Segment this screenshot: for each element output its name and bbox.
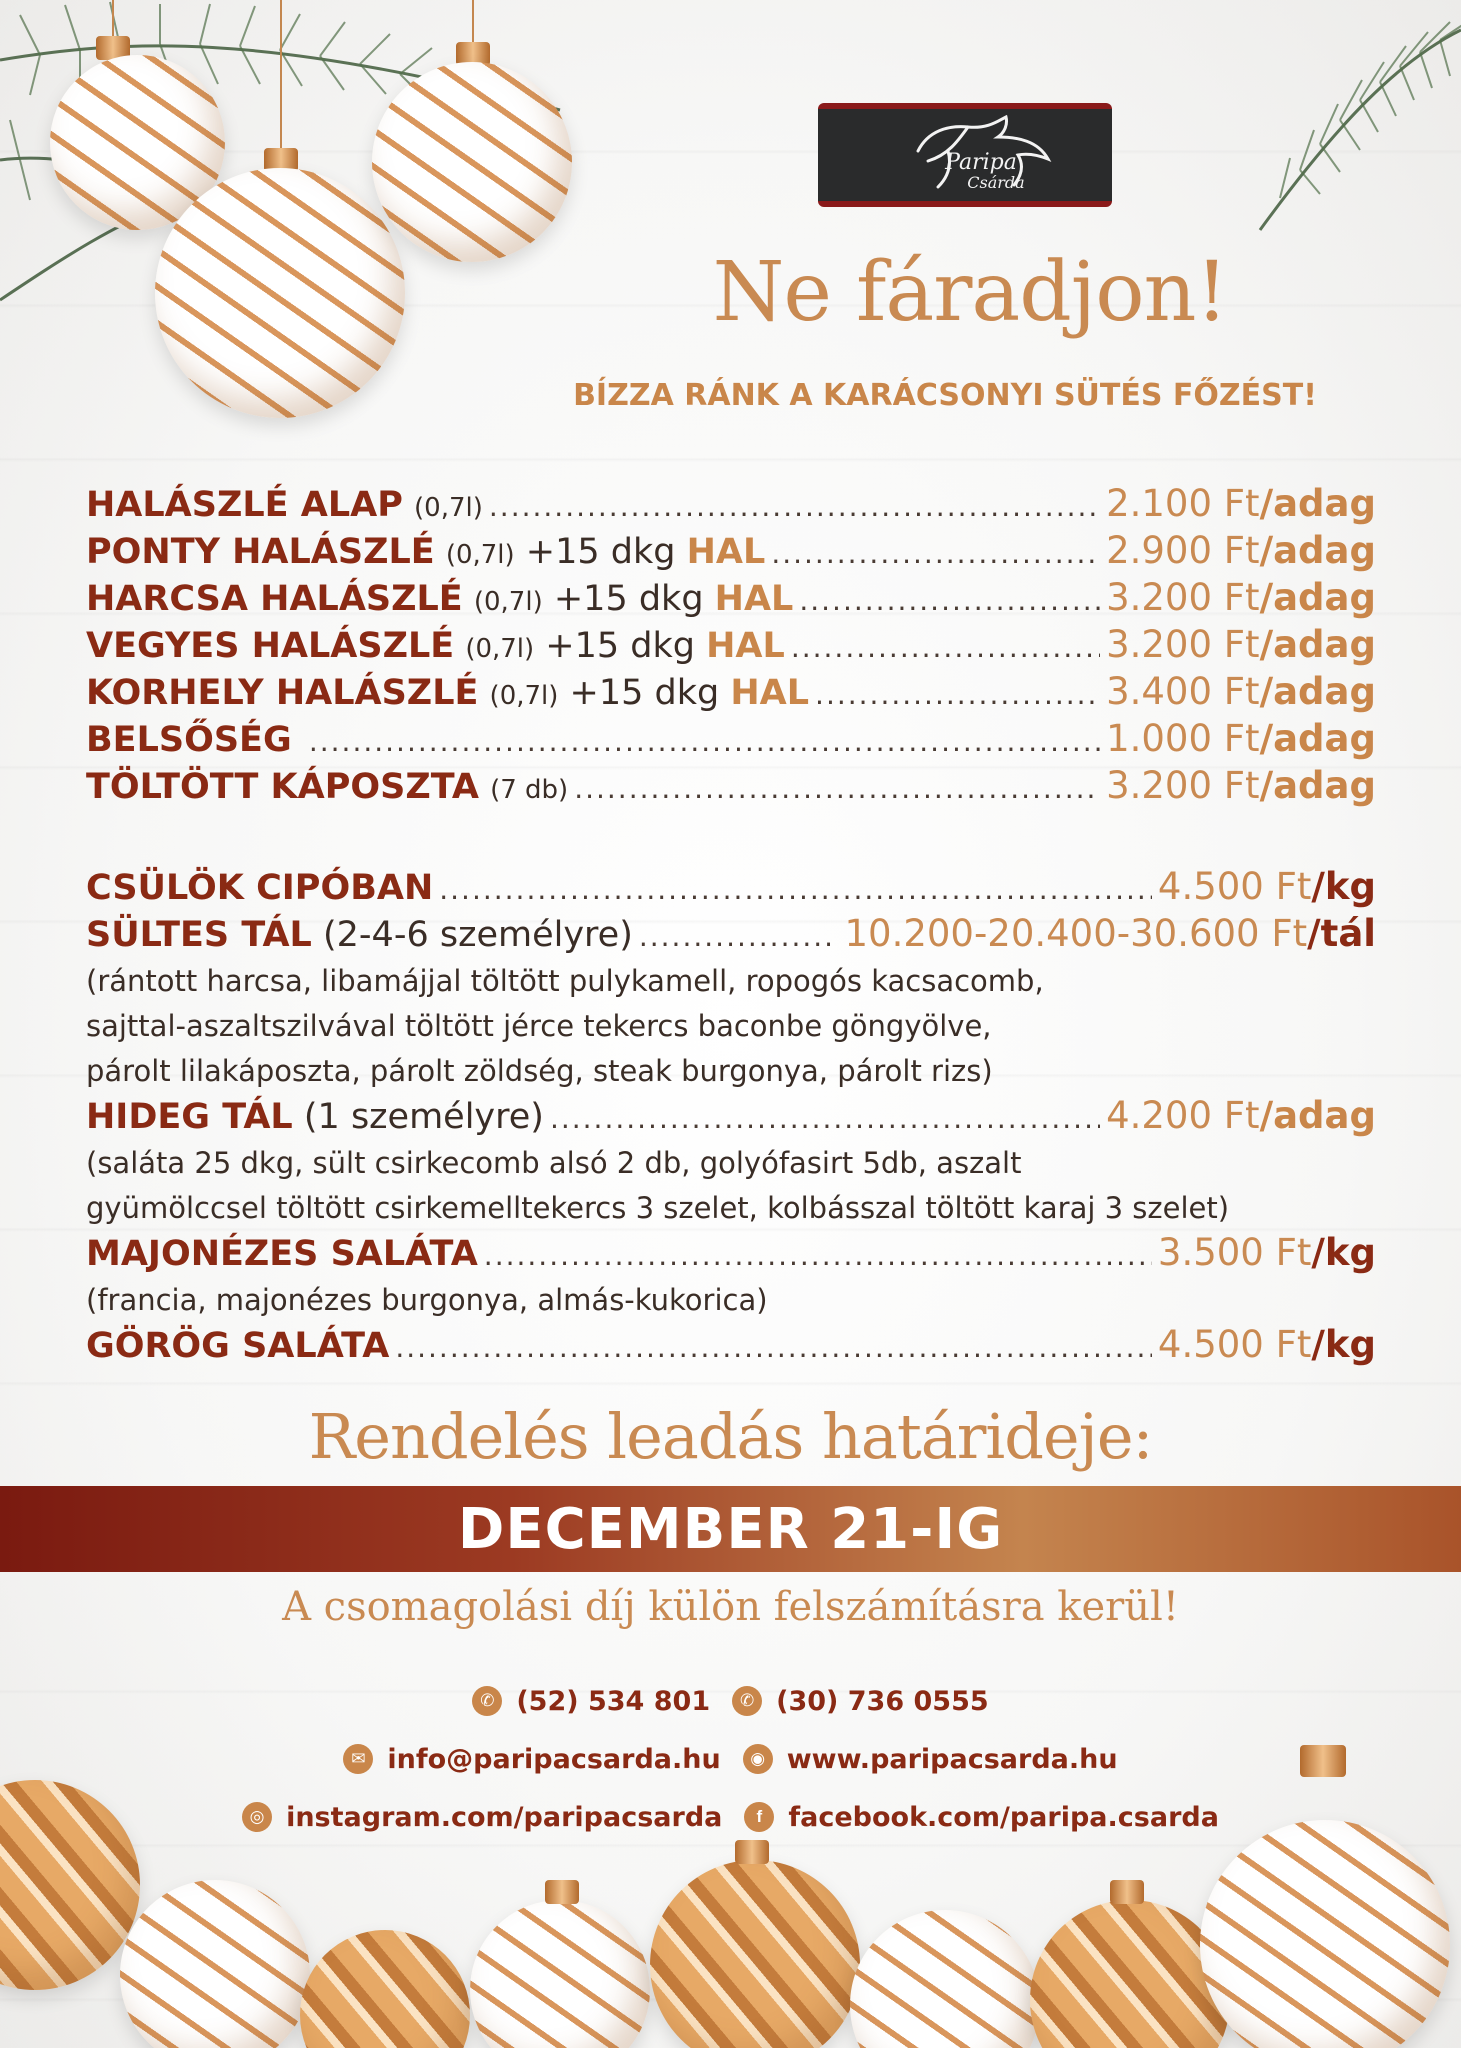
description-line: (francia, majonézes burgonya, almás-kukorica)	[86, 1283, 768, 1317]
item-unit: /adag	[1259, 670, 1376, 713]
facebook-icon: f	[744, 1802, 774, 1832]
spacer	[479, 767, 490, 807]
spacer	[292, 720, 303, 760]
deadline-title: Rendelés leadás határideje:	[308, 1400, 1153, 1473]
menu-item	[86, 764, 1376, 811]
leader-dots	[484, 1239, 1152, 1272]
email-link[interactable]	[343, 1744, 720, 1775]
spacer	[463, 579, 474, 619]
leader-dots	[439, 873, 1152, 906]
menu-item	[86, 717, 1376, 764]
item-price: 3.200 Ft	[1106, 623, 1260, 666]
ornament-bottom-2	[120, 1880, 310, 2048]
item-price: 3.500 Ft	[1157, 1231, 1312, 1274]
item-description	[86, 959, 1376, 1094]
leader-dots	[771, 537, 1100, 570]
email-text: info@paripacsarda.hu	[387, 1743, 721, 1775]
ornament-string	[280, 0, 282, 150]
ornament-string	[472, 0, 474, 46]
item-unit: /adag	[1259, 717, 1376, 760]
item-name: MAJONÉZES SALÁTA	[86, 1234, 478, 1274]
ornament-cap	[1300, 1745, 1346, 1777]
menu-item	[86, 670, 1376, 717]
ornament-bottom-8	[1200, 1820, 1450, 2048]
phone-icon: ✆	[472, 1686, 502, 1716]
menu-item-hideg	[86, 1094, 1376, 1141]
leader-dots	[639, 920, 839, 953]
phone-1-text: (52) 534 801	[516, 1685, 711, 1717]
menu-item-csulok	[86, 865, 1376, 912]
phone-2-text: (30) 736 0555	[776, 1685, 989, 1717]
phone-icon: ✆	[732, 1686, 762, 1716]
packaging-note: A csomagolási díj külön felszámításra kerül!	[282, 1584, 1179, 1630]
deadline-date: DECEMBER 21-IG	[457, 1496, 1004, 1562]
item-detail: (0,7l)	[465, 634, 535, 664]
item-unit: /adag	[1259, 623, 1376, 666]
item-name: TÖLTÖTT KÁPOSZTA	[86, 767, 479, 807]
globe-icon: ◉	[743, 1744, 773, 1774]
menu-item	[86, 576, 1376, 623]
website-text: www.paripacsarda.hu	[786, 1743, 1118, 1775]
item-description	[86, 1141, 1376, 1231]
description-line: párolt lilakáposzta, párolt zöldség, steak burgonya, párolt rizs)	[86, 1054, 993, 1088]
leader-dots	[489, 490, 1100, 523]
item-extra: +15 dkg	[534, 626, 707, 666]
item-unit: /tál	[1307, 912, 1376, 955]
menu-item-majonezes	[86, 1231, 1376, 1278]
item-detail: (0,7l)	[445, 540, 515, 570]
item-description	[86, 1278, 1376, 1323]
item-name: HARCSA HALÁSZLÉ	[86, 579, 463, 619]
spacer	[435, 532, 446, 572]
item-fish-label: HAL	[730, 673, 810, 713]
leader-dots	[395, 1331, 1152, 1364]
item-name: BELSŐSÉG	[86, 720, 292, 760]
facebook-text: facebook.com/paripa.csarda	[788, 1801, 1219, 1833]
description-line: sajttal-aszaltszilvával töltött jérce tekercs baconbe göngyölve,	[86, 1009, 992, 1043]
leader-dots	[309, 725, 1100, 758]
item-name: HIDEG TÁL	[86, 1097, 293, 1137]
item-detail: (0,7l)	[473, 587, 543, 617]
ornament-top-center	[155, 168, 405, 418]
spacer	[403, 485, 414, 525]
description-line: (saláta 25 dkg, sült csirkecomb alsó 2 db, golyófasirt 5db, aszalt	[86, 1146, 1022, 1180]
item-detail: (0,7l)	[489, 681, 559, 711]
contact-info	[0, 1672, 1461, 1846]
subheadline: BÍZZA RÁNK A KARÁCSONYI SÜTÉS FŐZÉST!	[573, 378, 1317, 413]
leader-dots	[799, 584, 1100, 617]
deadline-banner	[0, 1486, 1461, 1572]
ornament-cap	[1110, 1880, 1144, 1904]
item-price: 2.100 Ft	[1106, 482, 1260, 525]
restaurant-logo	[818, 103, 1112, 207]
item-price: 3.200 Ft	[1106, 764, 1260, 807]
phone-1[interactable]	[472, 1686, 710, 1717]
phone-2[interactable]	[732, 1686, 989, 1717]
leader-dots	[791, 631, 1100, 664]
item-price: 3.400 Ft	[1106, 670, 1260, 713]
leader-dots	[574, 772, 1100, 805]
menu-item	[86, 482, 1376, 529]
description-line: (rántott harcsa, libamájjal töltött pulykamell, ropogós kacsacomb,	[86, 964, 1044, 998]
item-name: SÜLTES TÁL	[86, 915, 312, 955]
menu-item-sultes	[86, 912, 1376, 959]
item-price: 1.000 Ft	[1106, 717, 1260, 760]
item-unit: /adag	[1259, 1094, 1376, 1137]
leader-dots	[550, 1102, 1100, 1135]
item-fish-label: HAL	[706, 626, 785, 666]
headline: Ne fáradjon!	[712, 245, 1228, 340]
facebook-link[interactable]	[744, 1802, 1219, 1833]
item-price: 4.500 Ft	[1157, 1323, 1312, 1366]
menu-item-gorog	[86, 1323, 1376, 1370]
item-name: PONTY HALÁSZLÉ	[86, 532, 435, 572]
contact-row-social	[0, 1788, 1461, 1846]
item-price: 2.900 Ft	[1106, 529, 1260, 572]
menu-list	[86, 482, 1376, 1370]
item-unit: /kg	[1311, 865, 1376, 908]
item-name: GÖRÖG SALÁTA	[86, 1326, 390, 1366]
item-name: HALÁSZLÉ ALAP	[86, 485, 403, 525]
item-unit: /adag	[1259, 529, 1376, 572]
item-name: KORHELY HALÁSZLÉ	[86, 673, 479, 713]
menu-item	[86, 623, 1376, 670]
item-fish-label: HAL	[714, 579, 794, 619]
ornament-top-right	[372, 62, 572, 262]
leader-dots	[815, 678, 1100, 711]
logo-name: Paripa	[945, 150, 1017, 175]
item-price: 4.500 Ft	[1157, 865, 1312, 908]
ornament-bottom-6	[850, 1910, 1040, 2048]
item-detail: (0,7l)	[414, 493, 483, 523]
ornament-bottom-4	[470, 1900, 650, 2048]
menu-gap	[86, 811, 1376, 865]
item-extra: +15 dkg	[514, 532, 687, 572]
instagram-link[interactable]	[242, 1802, 722, 1833]
item-price: 10.200-20.400-30.600 Ft	[844, 912, 1308, 955]
ornament-bottom-3	[300, 1930, 470, 2048]
logo-subtitle: Csárda	[967, 173, 1025, 192]
item-unit: /kg	[1311, 1231, 1376, 1274]
ornament-bottom-7	[1030, 1900, 1230, 2048]
item-unit: /adag	[1259, 482, 1376, 525]
item-name: CSÜLÖK CIPÓBAN	[86, 868, 434, 908]
item-extra: +15 dkg	[542, 579, 715, 619]
spacer	[478, 673, 489, 713]
item-unit: /kg	[1311, 1323, 1376, 1366]
item-detail: (2-4-6 személyre)	[323, 915, 633, 955]
ornament-cap	[545, 1880, 579, 1904]
description-line: gyümölccsel töltött csirkemelltekercs 3 szelet, kolbásszal töltött karaj 3 szelet)	[86, 1191, 1230, 1225]
contact-row-phones	[0, 1672, 1461, 1730]
contact-row-web	[0, 1730, 1461, 1788]
mail-icon: ✉	[343, 1744, 373, 1774]
item-unit: /adag	[1259, 764, 1376, 807]
item-price: 3.200 Ft	[1106, 576, 1260, 619]
item-name: VEGYES HALÁSZLÉ	[86, 626, 455, 666]
website-link[interactable]	[743, 1744, 1118, 1775]
item-price: 4.200 Ft	[1106, 1094, 1260, 1137]
item-detail: (7 db)	[490, 775, 569, 805]
ornament-bottom-5	[650, 1860, 860, 2048]
instagram-text: instagram.com/paripacsarda	[286, 1801, 723, 1833]
logo-text	[937, 150, 1025, 193]
item-unit: /adag	[1259, 576, 1376, 619]
item-detail: (1 személyre)	[303, 1097, 544, 1137]
item-fish-label: HAL	[686, 532, 766, 572]
instagram-icon: ◎	[242, 1802, 272, 1832]
ornament-cap	[735, 1840, 769, 1864]
item-extra: +15 dkg	[558, 673, 731, 713]
menu-item	[86, 529, 1376, 576]
pine-branch-top-right	[1220, 0, 1461, 300]
spacer	[454, 626, 465, 666]
soup-section	[86, 482, 1376, 811]
